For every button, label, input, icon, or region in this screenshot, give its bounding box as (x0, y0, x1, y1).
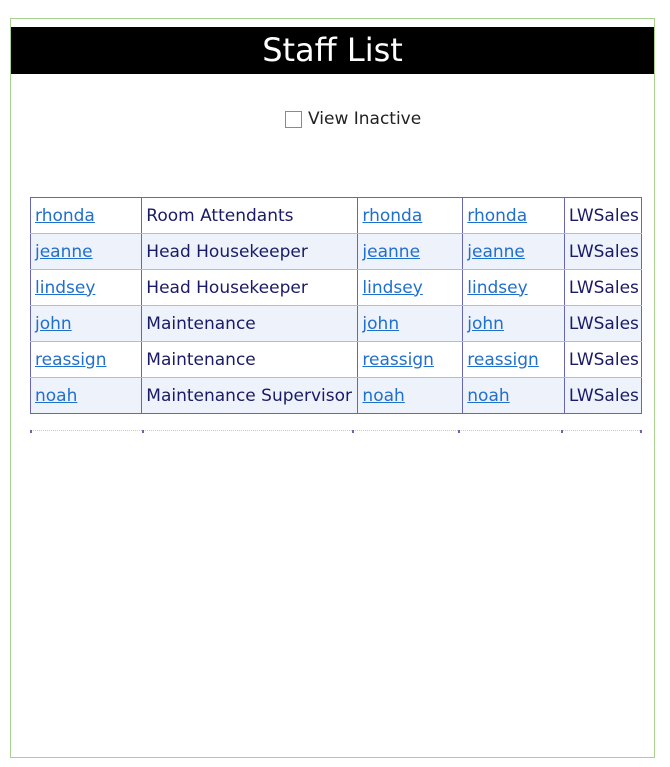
view-inactive-label[interactable]: View Inactive (308, 109, 422, 129)
staff-link-column-3[interactable]: lindsey (362, 277, 423, 298)
staff-username-link[interactable]: lindsey (35, 277, 96, 298)
staff-role: Head Housekeeper (142, 270, 358, 306)
footer-tick (640, 430, 642, 433)
staff-link-column-3[interactable]: jeanne (362, 241, 421, 262)
table-row (31, 234, 642, 270)
staff-role: Room Attendants (142, 198, 358, 234)
staff-username-link[interactable]: rhonda (35, 205, 95, 226)
staff-company: LWSales (564, 306, 641, 342)
footer-tick (561, 430, 563, 433)
footer-tick (352, 430, 354, 433)
staff-role: Head Housekeeper (142, 234, 358, 270)
staff-link-column-3[interactable]: reassign (362, 349, 434, 370)
staff-company: LWSales (564, 270, 641, 306)
footer-tick (30, 430, 32, 433)
table-row (31, 270, 642, 306)
staff-link-column-4[interactable]: rhonda (467, 205, 528, 226)
staff-link-column-3[interactable]: john (362, 313, 400, 334)
staff-company: LWSales (564, 198, 641, 234)
staff-link-column-4[interactable]: reassign (467, 349, 539, 370)
staff-link-column-4[interactable]: lindsey (467, 277, 528, 298)
staff-company: LWSales (564, 378, 641, 414)
staff-username-link[interactable]: noah (35, 385, 78, 406)
staff-role: Maintenance (142, 306, 358, 342)
table-footer-pager (30, 430, 642, 433)
staff-table (30, 197, 642, 414)
table-row (31, 306, 642, 342)
table-row (31, 198, 642, 234)
staff-role: Maintenance (142, 342, 358, 378)
staff-username-link[interactable]: jeanne (35, 241, 93, 262)
staff-company: LWSales (564, 342, 641, 378)
view-inactive-checkbox[interactable] (285, 111, 302, 128)
staff-link-column-4[interactable]: jeanne (467, 241, 525, 262)
staff-link-column-3[interactable]: noah (362, 385, 405, 406)
staff-link-column-3[interactable]: rhonda (362, 205, 423, 226)
staff-username-link[interactable]: john (35, 313, 72, 334)
staff-username-link[interactable]: reassign (35, 349, 107, 370)
page-title: Staff List (11, 27, 654, 74)
staff-link-column-4[interactable]: john (467, 313, 504, 334)
footer-tick (142, 430, 144, 433)
view-inactive-control[interactable] (285, 107, 421, 131)
table-row (31, 378, 642, 414)
staff-company: LWSales (564, 234, 641, 270)
footer-tick (458, 430, 460, 433)
staff-link-column-4[interactable]: noah (467, 385, 510, 406)
staff-role: Maintenance Supervisor (142, 378, 358, 414)
table-row (31, 342, 642, 378)
